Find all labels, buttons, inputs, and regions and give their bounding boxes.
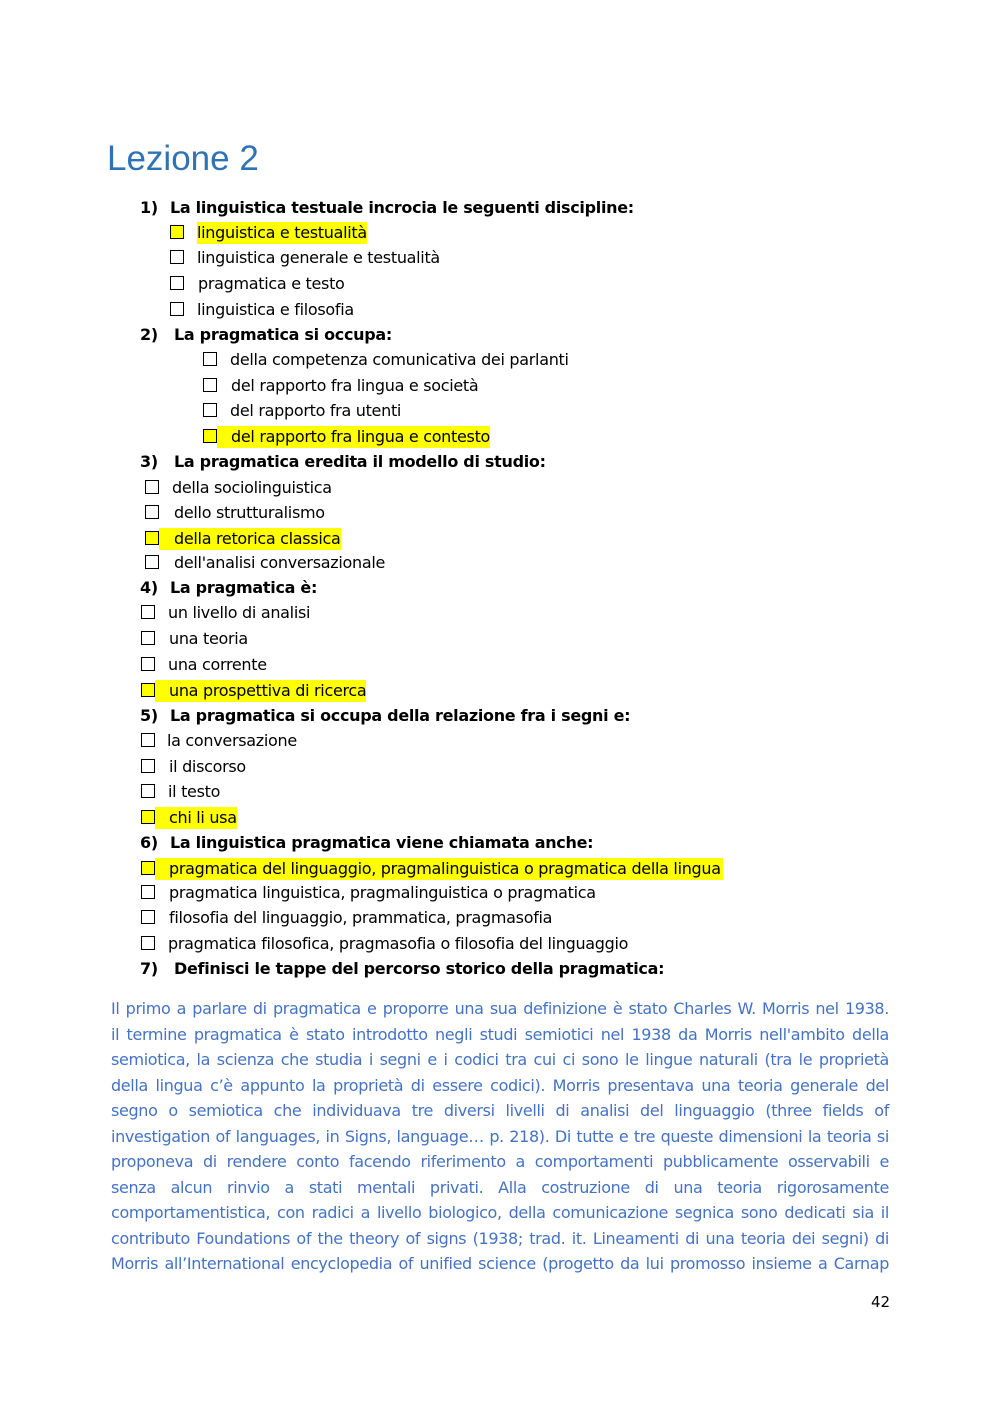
answer-line: contributo Foundations of the theory of signs (1938; trad. it. Lineamenti di una teoria dei segni) di xyxy=(111,1228,889,1248)
option-label: filosofia del linguaggio, prammatica, pragmasofia xyxy=(169,908,553,927)
question-text: Definisci le tappe del percorso storico della pragmatica: xyxy=(174,959,665,978)
checkbox-icon[interactable] xyxy=(145,480,159,494)
answer-line: il termine pragmatica è stato introdotto negli studi semiotici nel 1938 da Morris nell'ambito della xyxy=(111,1024,889,1044)
question-6 xyxy=(140,833,593,852)
option-label: del rapporto fra lingua e società xyxy=(231,376,479,395)
question-4 xyxy=(140,578,317,597)
option-label: della competenza comunicativa dei parlanti xyxy=(230,350,569,369)
answer-line: della lingua c’è appunto la proprietà di essere codici). Morris presentava una teoria generale del xyxy=(111,1075,889,1095)
checkbox-icon[interactable] xyxy=(145,505,159,519)
option-label: pragmatica del linguaggio, pragmalinguistica o pragmatica della lingua xyxy=(155,858,723,880)
option-label: il discorso xyxy=(169,757,246,776)
option-label: una prospettiva di ricerca xyxy=(155,680,366,702)
checkbox-icon[interactable] xyxy=(170,225,184,239)
answer-line: segno o semiotica che individuava tre diversi livelli di analisi del linguaggio (three fields of xyxy=(111,1101,889,1120)
question-1 xyxy=(140,198,634,217)
answer-line: Il primo a parlare di pragmatica e proporre una sua definizione è stato Charles W. Morris nel 1938. xyxy=(111,999,889,1018)
option-label: linguistica e filosofia xyxy=(197,300,354,319)
checkbox-icon[interactable] xyxy=(141,936,155,950)
checkbox-icon[interactable] xyxy=(170,276,184,290)
question-number: 4) xyxy=(140,578,158,597)
page-number: 42 xyxy=(871,1293,891,1311)
option-label: linguistica generale e testualità xyxy=(197,248,440,267)
option-label: una corrente xyxy=(168,655,267,674)
checkbox-icon[interactable] xyxy=(203,429,217,443)
question-number: 2) xyxy=(140,325,158,344)
checkbox-icon[interactable] xyxy=(141,605,155,619)
option-label: la conversazione xyxy=(167,731,297,750)
answer-line: senza alcun rinvio a stati mentali privati. Alla costruzione di una teoria rigorosamente xyxy=(111,1177,889,1197)
question-number: 3) xyxy=(140,452,158,471)
checkbox-icon[interactable] xyxy=(145,555,159,569)
checkbox-icon[interactable] xyxy=(141,657,155,671)
question-number: 5) xyxy=(140,706,158,725)
answer-line: semiotica, la scienza che studia i segni e i codici tra cui ci sono le lingue naturali (tra le proprietà xyxy=(111,1050,889,1069)
checkbox-icon[interactable] xyxy=(141,683,155,697)
checkbox-icon[interactable] xyxy=(203,403,217,417)
answer-line: Morris all’International encyclopedia of unified science (progetto da lui promosso insieme a Carnap xyxy=(111,1254,889,1273)
option-label: pragmatica linguistica, pragmalinguistica o pragmatica xyxy=(169,883,596,902)
question-7 xyxy=(140,959,664,978)
checkbox-icon[interactable] xyxy=(203,352,217,366)
checkbox-icon[interactable] xyxy=(141,861,155,875)
question-text: La pragmatica si occupa: xyxy=(174,325,392,344)
question-number: 6) xyxy=(140,833,158,852)
answer-line: investigation of languages, in Signs, language… p. 218). Di tutte e tre queste dimensioni la teoria si xyxy=(111,1126,889,1146)
checkbox-icon[interactable] xyxy=(141,784,155,798)
option-label: una teoria xyxy=(169,629,248,648)
checkbox-icon[interactable] xyxy=(170,302,184,316)
question-5 xyxy=(140,706,630,725)
option-label: della retorica classica xyxy=(159,528,341,550)
checkbox-icon[interactable] xyxy=(203,378,217,392)
checkbox-icon[interactable] xyxy=(141,885,155,899)
checkbox-icon[interactable] xyxy=(145,531,159,545)
question-text: La linguistica pragmatica viene chiamata anche: xyxy=(170,833,594,852)
option-label: dello strutturalismo xyxy=(174,503,325,522)
answer-line: proponeva di rendere conto facendo riferimento a comportamenti pubblicamente osservabili e xyxy=(111,1152,889,1171)
checkbox-icon[interactable] xyxy=(141,810,155,824)
option-label: del rapporto fra lingua e contesto xyxy=(217,426,490,448)
question-text: La pragmatica è: xyxy=(170,578,318,597)
question-number: 7) xyxy=(140,959,158,978)
page-title: Lezione 2 xyxy=(107,139,259,178)
checkbox-icon[interactable] xyxy=(141,733,155,747)
checkbox-icon[interactable] xyxy=(141,631,155,645)
checkbox-icon[interactable] xyxy=(141,910,155,924)
option-label: pragmatica filosofica, pragmasofia o filosofia del linguaggio xyxy=(168,934,629,953)
question-text: La pragmatica si occupa della relazione fra i segni e: xyxy=(170,706,631,725)
question-text: La pragmatica eredita il modello di studio: xyxy=(174,452,546,471)
answer-paragraph xyxy=(111,996,889,1277)
option-label: della sociolinguistica xyxy=(172,478,332,497)
checkbox-icon[interactable] xyxy=(170,250,184,264)
option-label: il testo xyxy=(168,782,221,801)
option-label: pragmatica e testo xyxy=(198,274,345,293)
option-label: del rapporto fra utenti xyxy=(230,401,402,420)
question-text: La linguistica testuale incrocia le seguenti discipline: xyxy=(170,198,634,217)
answer-line: comportamentistica, con radici a livello biologico, della comunicazione segnica sono dedicati sia il xyxy=(111,1203,889,1222)
question-2 xyxy=(140,325,392,344)
checkbox-icon[interactable] xyxy=(141,759,155,773)
option-label: linguistica e testualità xyxy=(197,223,367,242)
question-3 xyxy=(140,452,546,471)
option-label: un livello di analisi xyxy=(168,603,311,622)
option-label: chi li usa xyxy=(155,807,237,829)
question-number: 1) xyxy=(140,198,158,217)
option-label: dell'analisi conversazionale xyxy=(174,553,386,572)
